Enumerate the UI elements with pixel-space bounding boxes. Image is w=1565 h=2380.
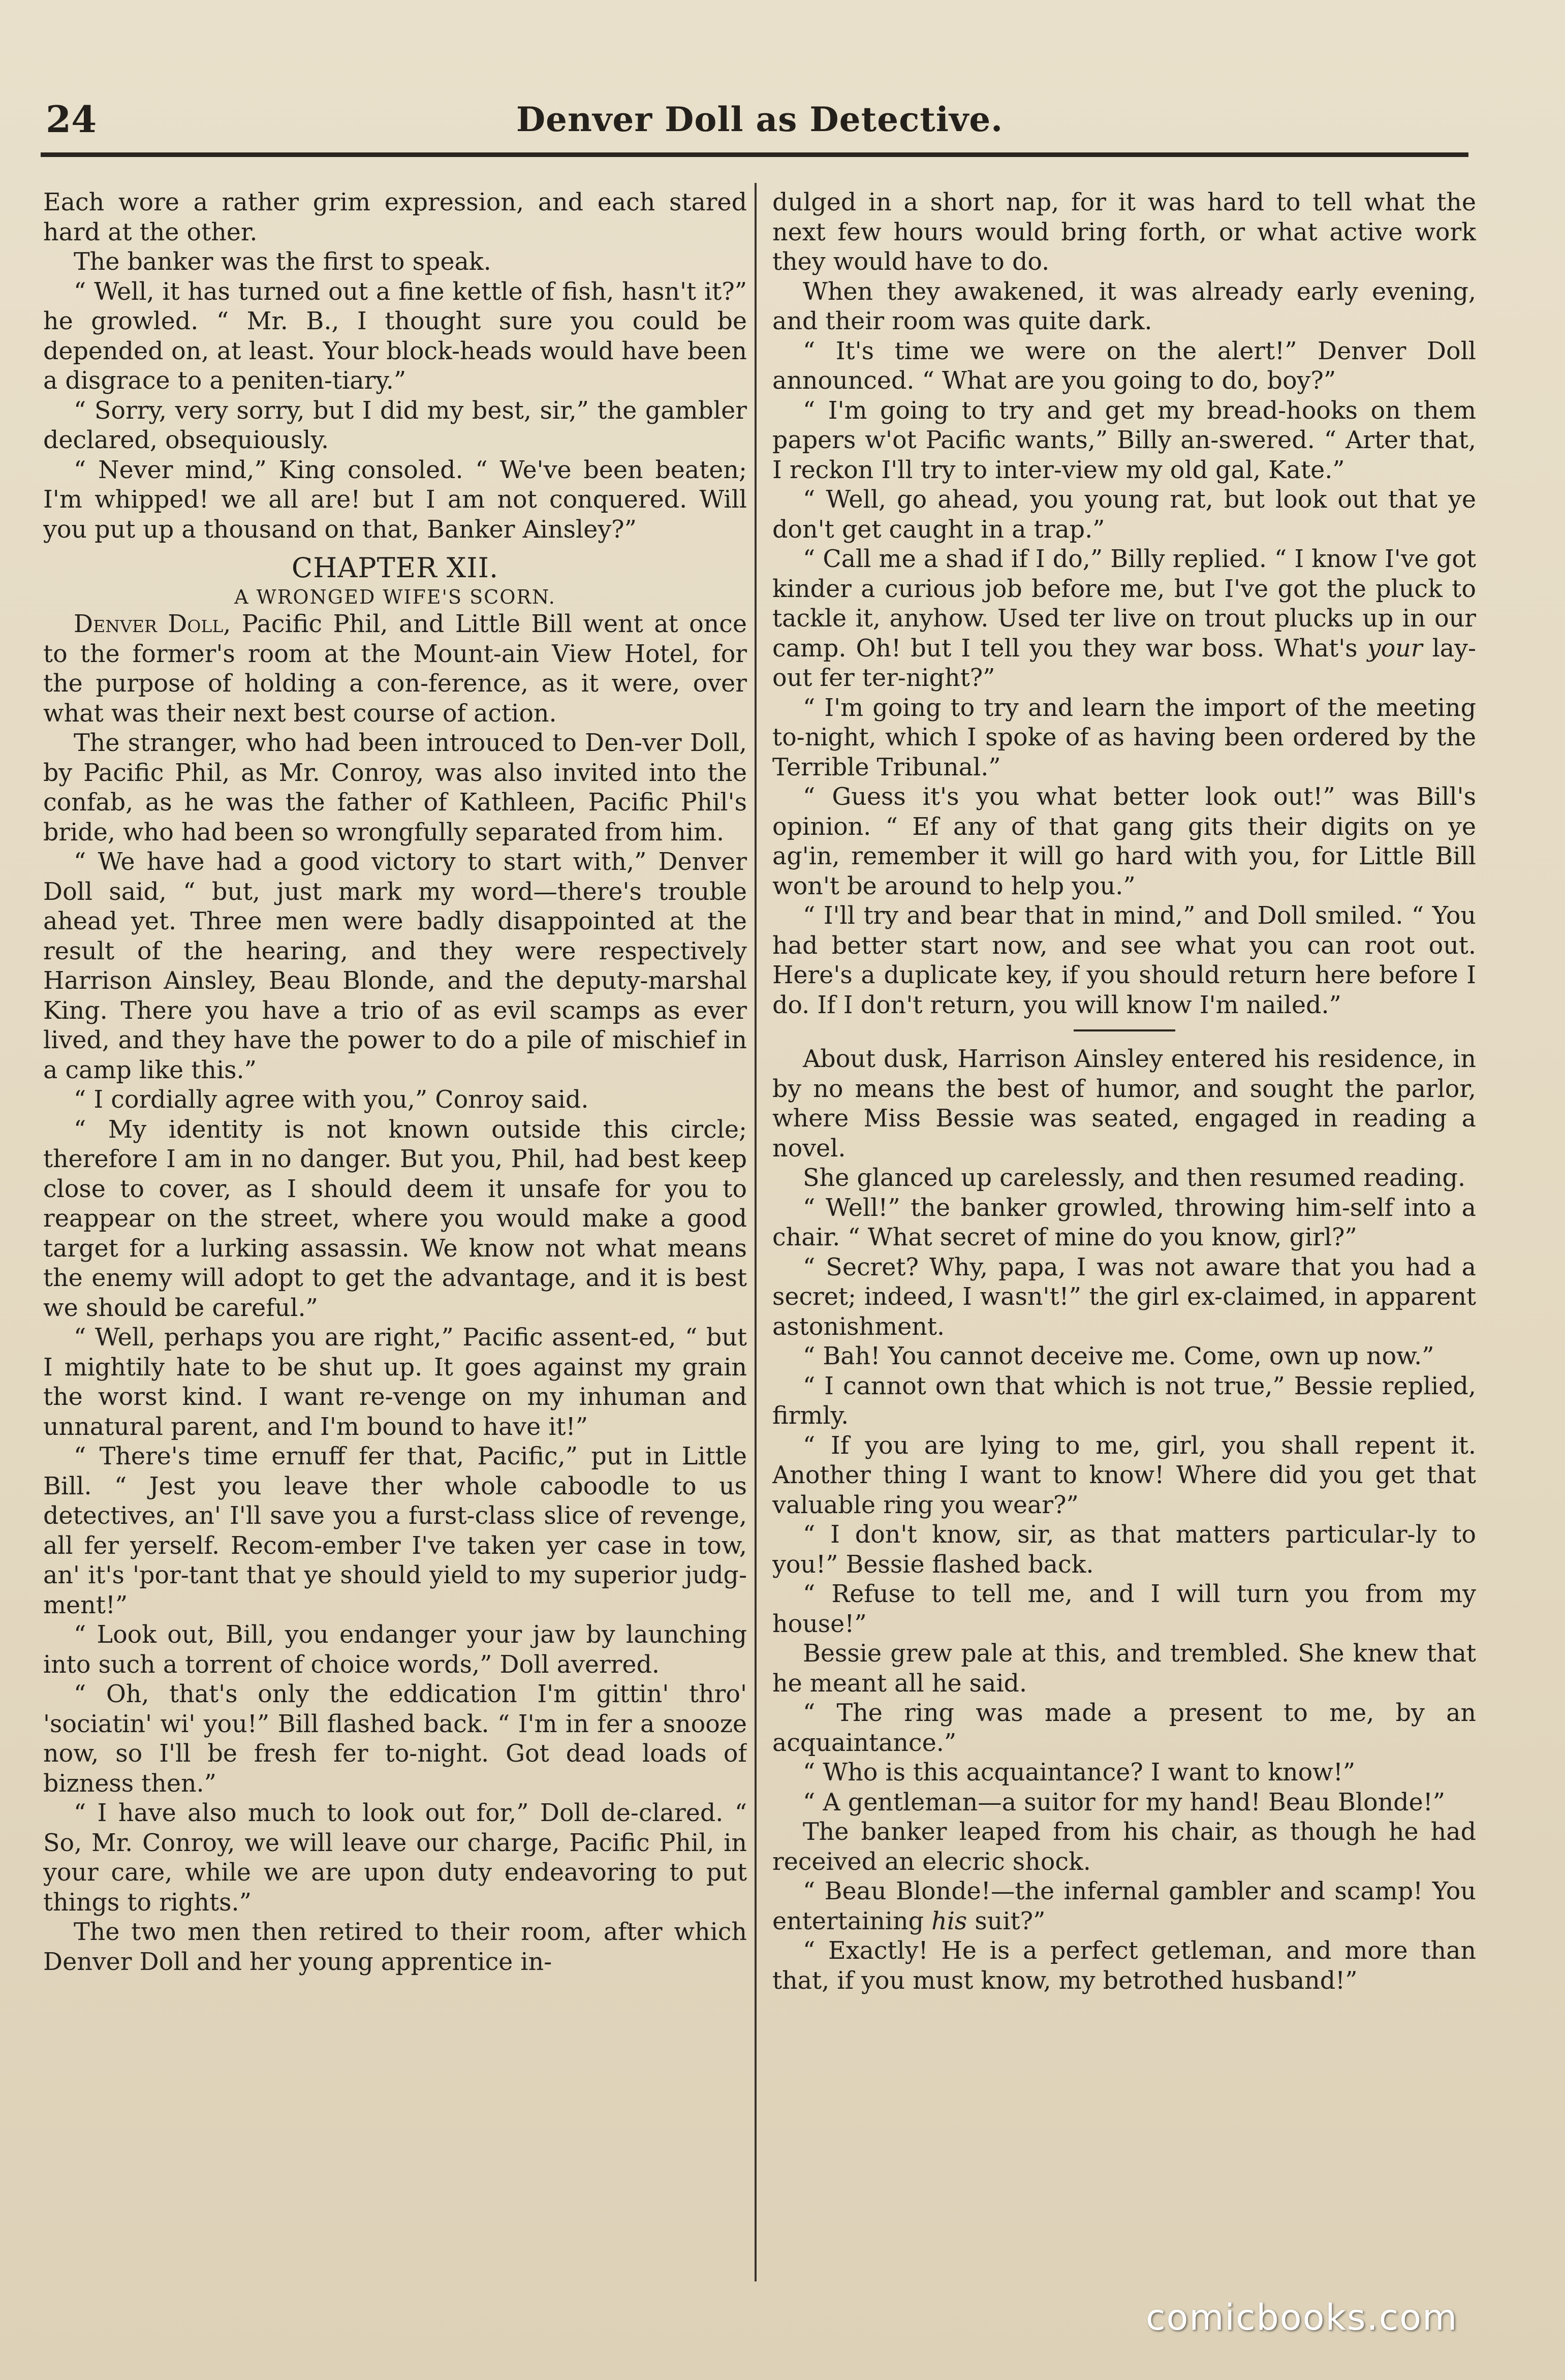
paragraph	[772, 545, 1476, 694]
chapter-subtitle: A WRONGED WIFE'S SCORN.	[234, 586, 556, 608]
paragraph: “ Look out, Bill, you endanger your jaw by launching into such a torrent of choice words,” Doll averred.	[43, 1621, 747, 1679]
paragraph: “ My identity is not known outside this circle; therefore I am in no danger. But you, Phil, had best keep close to cover, as I should deem it unsafe for you to reappear on the street, where you would make a good target for a lurking assassin. We know not what means the enemy will adopt to get the advantage, and it is best we should be careful.”	[43, 1115, 747, 1322]
paragraph: The banker was the first to speak.	[74, 248, 491, 276]
page-number: 24	[46, 98, 97, 141]
paragraph: Bessie grew pale at this, and trembled. She knew that he meant all he said.	[772, 1640, 1476, 1698]
paragraph: dulged in a short nap, for it was hard to tell what the next few hours would bring forth, or what active work they would have to do.	[772, 189, 1476, 276]
paragraph: “ Well!” the banker growled, throwing him-self into a chair. “ What secret of mine do you know, girl?”	[772, 1194, 1476, 1251]
paragraph: “ I cordially agree with you,” Conroy said.	[74, 1086, 589, 1114]
paragraph: Each wore a rather grim expression, and each stared hard at the other.	[43, 189, 747, 246]
paragraph	[772, 1877, 1476, 1936]
right-column	[772, 188, 1476, 2281]
section-break-rule	[1074, 1029, 1175, 1031]
paragraph: “ Sorry, very sorry, but I did my best, sir,” the gambler declared, obsequiously.	[43, 396, 747, 454]
paragraph: “ I don't know, sir, as that matters particular-ly to you!” Bessie flashed back.	[772, 1521, 1476, 1579]
column-divider	[755, 183, 757, 2281]
paragraph-text: , Pacific Phil, and Little Bill went at once to the former's room at the Mount-ain View Hotel, for the purpose of holding a con-ference, as it were, over what was their next best course of action.	[43, 610, 747, 728]
paragraph: The stranger, who had been introuced to Den-ver Doll, by Pacific Phil, as Mr. Conroy, was also invited into the confab, as he was the father of Kathleen, Pacific Phil's bride, who had been so wrongfully separated from him.	[43, 729, 747, 847]
paragraph: “ Exactly! He is a perfect getleman, and more than that, if you must know, my betrothed husband!”	[772, 1937, 1476, 1995]
paragraph: The banker leaped from his chair, as though he had received an elecric shock.	[772, 1818, 1476, 1876]
paragraph: “ I'll try and bear that in mind,” and Doll smiled. “ You had better start now, and see what you can root out. Here's a duplicate key, if you should return here before I do. If I don't return, you will know I'm nailed.”	[772, 902, 1476, 1019]
chapter-opening-paragraph	[43, 610, 747, 729]
running-title: Denver Doll as Detective.	[516, 100, 1004, 139]
paragraph: “ Oh, that's only the eddication I'm gittin' thro' 'sociatin' wi' you!” Bill flashed back. “ I'm in fer a snooze now, so I'll be fresh fer to-night. Got dead loads of bizness then.”	[43, 1680, 747, 1798]
emphasis: his	[931, 1907, 967, 1935]
paragraph: “ Guess it's you what better look out!” was Bill's opinion. “ Ef any of that gang gits their digits on ye ag'in, remember it will go hard with you, for Little Bill won't be around to help you.”	[772, 783, 1476, 900]
paragraph-text: suit?”	[975, 1907, 1046, 1935]
paragraph: “ We have had a good victory to start with,” Denver Doll said, “ but, just mark my word—there's trouble ahead yet. Three men were badly disappointed at the result of the hearing, and they were respectively Harrison Ainsley, Beau Blonde, and the deputy-marshal King. There you have a trio of as evil scamps as ever lived, and they have the power to do a pile of mischief in a camp like this.”	[43, 848, 747, 1084]
paragraph: “ A gentleman—a suitor for my hand! Beau Blonde!”	[803, 1788, 1446, 1817]
page-header	[46, 97, 1474, 142]
paragraph-text: lay-out fer ter-night?”	[772, 634, 1476, 692]
paragraph: “ I'm going to try and get my bread-hooks on them papers w'ot Pacific wants,” Billy an-swered. “ Arter that, I reckon I'll try to inter-view my old gal, Kate.”	[772, 396, 1476, 484]
paragraph: “ The ring was made a present to me, by an acquaintance.”	[772, 1699, 1476, 1757]
paragraph: “ There's time ernuff fer that, Pacific,” put in Little Bill. “ Jest you leave ther whole caboodle to us detectives, an' I'll save you a furst-class slice of revenge, all fer yerself. Recom-ember I've taken yer case in tow, an' it's 'por-tant that ye should yield to my superior judg-ment!”	[43, 1443, 747, 1619]
paragraph: “ It's time we were on the alert!” Denver Doll announced. “ What are you going to do, boy?”	[772, 337, 1476, 395]
paragraph: “ Well, perhaps you are right,” Pacific assent-ed, “ but I mightily hate to be shut up. It goes against my grain the worst kind. I want re-venge on my inhuman and unnatural parent, and I'm bound to have it!”	[43, 1324, 747, 1441]
paragraph: “ I have also much to look out for,” Doll de-clared. “ So, Mr. Conroy, we will leave our charge, Pacific Phil, in your care, while we are upon duty endeavoring to put things to rights.”	[43, 1799, 747, 1917]
paragraph: She glanced up carelessly, and then resumed reading.	[803, 1164, 1466, 1192]
paragraph: “ Who is this acquaintance? I want to know!”	[803, 1759, 1356, 1787]
paragraph: “ I'm going to try and learn the import of the meeting to-night, which I spoke of as having been ordered by the Terrible Tribunal.”	[772, 694, 1476, 781]
chapter-lead-words: Denver Doll	[74, 610, 224, 638]
header-rule	[41, 152, 1468, 157]
chapter-heading: CHAPTER XII.	[291, 552, 499, 584]
paragraph: “ I cannot own that which is not true,” Bessie replied, firmly.	[772, 1372, 1476, 1430]
paragraph: “ Secret? Why, papa, I was not aware that you had a secret; indeed, I wasn't!” the girl ex-claimed, in apparent astonishment.	[772, 1253, 1476, 1341]
paragraph-text: “ Call me a shad if I do,” Billy replied. “ I know I've got kinder a curious job before me, but I've got the pluck to tackle it, anyhow. Used ter live on trout plucks up in our camp. Oh! but I tell you they war boss. What's	[772, 545, 1476, 663]
paragraph: About dusk, Harrison Ainsley entered his residence, in by no means the best of humor, and sought the parlor, where Miss Bessie was seated, engaged in reading a novel.	[772, 1045, 1476, 1163]
paragraph-text: “ Beau Blonde!—the infernal gambler and scamp! You entertaining	[772, 1877, 1476, 1935]
paragraph: The two men then retired to their room, after which Denver Doll and her young apprentice in-	[43, 1918, 747, 1976]
paragraph: When they awakened, it was already early evening, and their room was quite dark.	[772, 277, 1476, 335]
paragraph: “ Well, it has turned out a fine kettle of fish, hasn't it?” he growled. “ Mr. B., I thought sure you could be depended on, at least. Your block-heads would have been a disgrace to a peniten-tiary.”	[43, 277, 747, 395]
paragraph: “ If you are lying to me, girl, you shall repent it. Another thing I want to know! Where did you get that valuable ring you wear?”	[772, 1431, 1476, 1519]
paragraph: “ Well, go ahead, you young rat, but look out that ye don't get caught in a trap.”	[772, 486, 1476, 544]
paragraph: “ Refuse to tell me, and I will turn you from my house!”	[772, 1580, 1476, 1638]
left-column	[43, 188, 747, 2281]
paragraph: “ Never mind,” King consoled. “ We've been beaten; I'm whipped! we all are! but I am not conquered. Will you put up a thousand on that, Banker Ainsley?”	[43, 456, 747, 544]
paragraph: “ Bah! You cannot deceive me. Come, own up now.”	[803, 1342, 1434, 1370]
emphasis: your	[1367, 634, 1423, 663]
site-watermark: comicbooks.com	[1146, 2297, 1458, 2338]
